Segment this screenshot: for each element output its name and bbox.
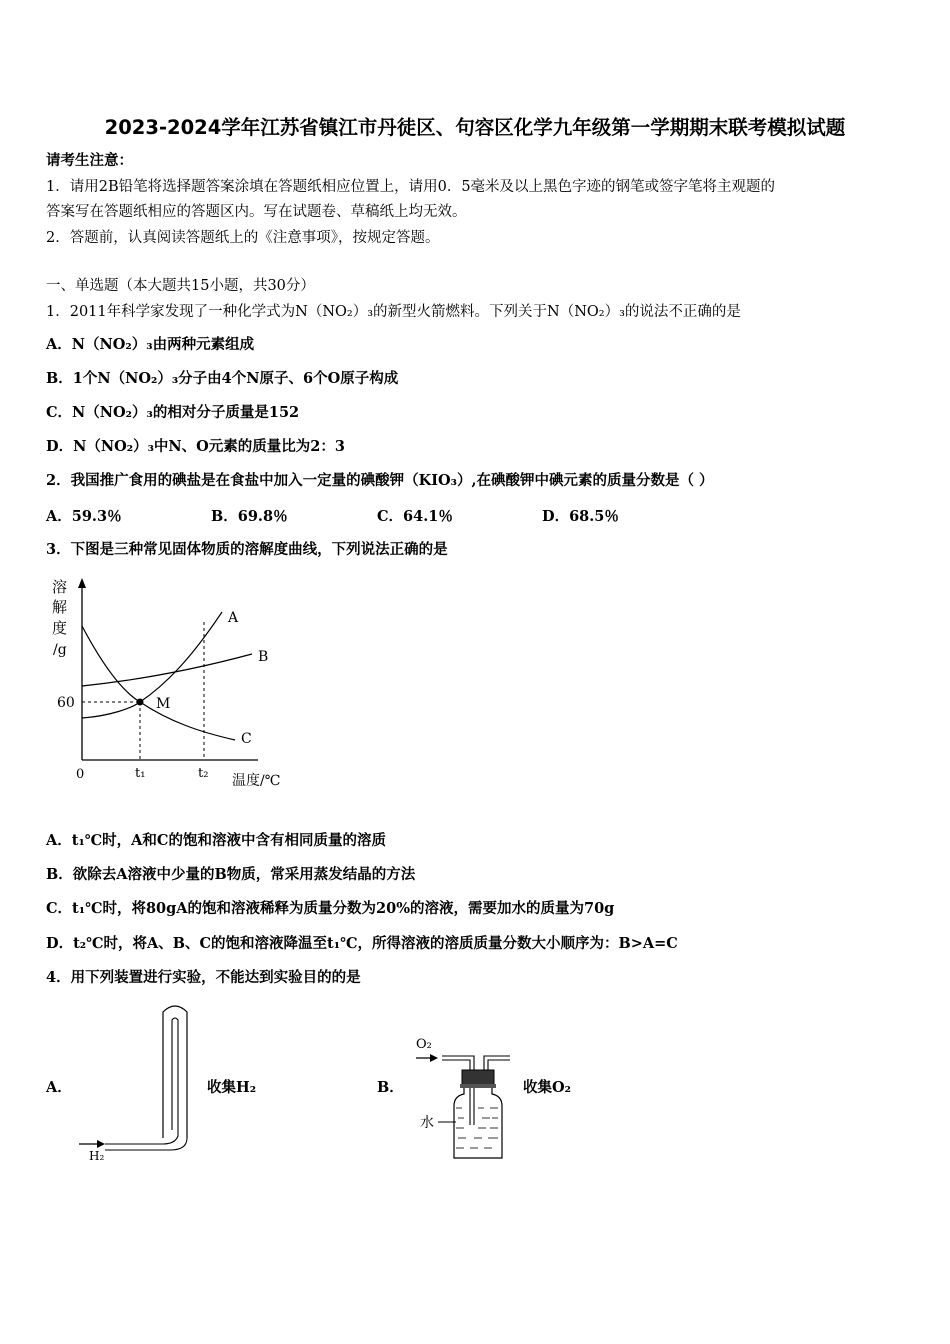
q2-option-a: A．59.3％ [46, 508, 122, 525]
point-label-m: M [156, 696, 171, 712]
q3-option-c: C．t₁℃时，将80gA的饱和溶液稀释为质量分数为20%的溶液，需要加水的质量为70g [46, 900, 615, 917]
series-a-label: A [228, 610, 239, 626]
y-tick-60: 60 [57, 695, 75, 711]
q4-option-b-text: 收集O₂ [523, 1079, 571, 1096]
solubility-chart [40, 570, 310, 800]
stopper-rim [460, 1084, 496, 1088]
x-tick-t2: t₂ [198, 766, 209, 781]
gas-label-h2: H₂ [89, 1149, 105, 1163]
q2-option-b: B．69.8％ [211, 508, 288, 525]
x-tick-t1: t₁ [135, 766, 146, 781]
intersection-point [137, 699, 144, 706]
y-label-3: 度 [52, 619, 68, 637]
o2-arrow-head [430, 1054, 438, 1062]
notice-item-2: 2．答题前，认真阅读答题纸上的《注意事项》，按规定答题。 [46, 230, 440, 246]
y-label-1: 溶 [52, 578, 68, 596]
gas-bottle [454, 1088, 502, 1158]
apparatus-a [75, 998, 195, 1168]
q3-stem: 3．下图是三种常见固体物质的溶解度曲线，下列说法正确的是 [46, 541, 448, 558]
q3-option-d: D．t₂℃时，将A、B、C的饱和溶液降温至t₁℃，所得溶液的溶质质量分数大小顺序为：B>A=C [46, 935, 678, 952]
water-label: 水 [420, 1115, 434, 1131]
test-tube [163, 1006, 187, 1138]
delivery-tube-inner [105, 1018, 178, 1144]
inlet-tube [442, 1056, 474, 1125]
q4-option-a-text: 收集H₂ [207, 1079, 257, 1096]
x-label: 温度/℃ [232, 773, 281, 789]
gas-arrow-head [97, 1140, 105, 1148]
gas-label-o2: O₂ [416, 1037, 432, 1052]
outlet-tube-b [488, 1060, 510, 1070]
q3-option-a: A．t₁℃时，A和C的饱和溶液中含有相同质量的溶质 [46, 832, 386, 849]
q2-option-c: C．64.1％ [377, 508, 453, 525]
series-b-label: B [258, 649, 269, 665]
notice-item-1a: 1．请用2B铅笔将选择题答案涂填在答题纸相应位置上，请用0．5毫米及以上黑色字迹的钢笔或签字笔将主观题的 [46, 179, 776, 195]
q1-option-c: C．N（NO₂）₃的相对分子质量是152 [46, 404, 300, 421]
series-b-curve [82, 654, 252, 686]
q4-option-a-label: A． [46, 1079, 72, 1096]
section-heading: 一、单选题（本大题共15小题，共30分） [46, 278, 315, 294]
q1-option-d: D．N（NO₂）₃中N、O元素的质量比为2：3 [46, 438, 345, 455]
y-label-2: 解 [52, 598, 68, 616]
q1-stem: 1．2011年科学家发现了一种化学式为N（NO₂）₃的新型火箭燃料。下列关于N（NO₂）₃的说法不正确的是 [46, 304, 741, 320]
y-axis-arrow [78, 578, 86, 588]
q2-stem: 2．我国推广食用的碘盐是在食盐中加入一定量的碘酸钾（KIO₃）,在碘酸钾中碘元素的质量分数是（ ） [46, 472, 714, 489]
y-label-4: /g [53, 642, 67, 658]
notice-item-1b: 答案写在答题纸相应的答题区内。写在试题卷、草稿纸上均无效。 [46, 204, 467, 220]
q1-option-b: B．1个N（NO₂）₃分子由4个N原子、6个O原子构成 [46, 370, 399, 387]
q2-option-d: D．68.5％ [542, 508, 619, 525]
apparatus-b [410, 1030, 520, 1165]
q4-stem: 4．用下列装置进行实验，不能达到实验目的的是 [46, 969, 361, 986]
stopper [462, 1070, 494, 1086]
origin-label: 0 [76, 767, 85, 782]
q1-option-a: A．N（NO₂）₃由两种元素组成 [46, 336, 255, 353]
q4-option-b-label: B． [377, 1079, 404, 1096]
series-c-label: C [241, 731, 252, 747]
notice-heading: 请考生注意： [46, 152, 133, 169]
page-title: 2023-2024学年江苏省镇江市丹徒区、句容区化学九年级第一学期期末联考模拟试题 [104, 116, 846, 139]
q3-option-b: B．欲除去A溶液中少量的B物质，常采用蒸发结晶的方法 [46, 866, 416, 883]
